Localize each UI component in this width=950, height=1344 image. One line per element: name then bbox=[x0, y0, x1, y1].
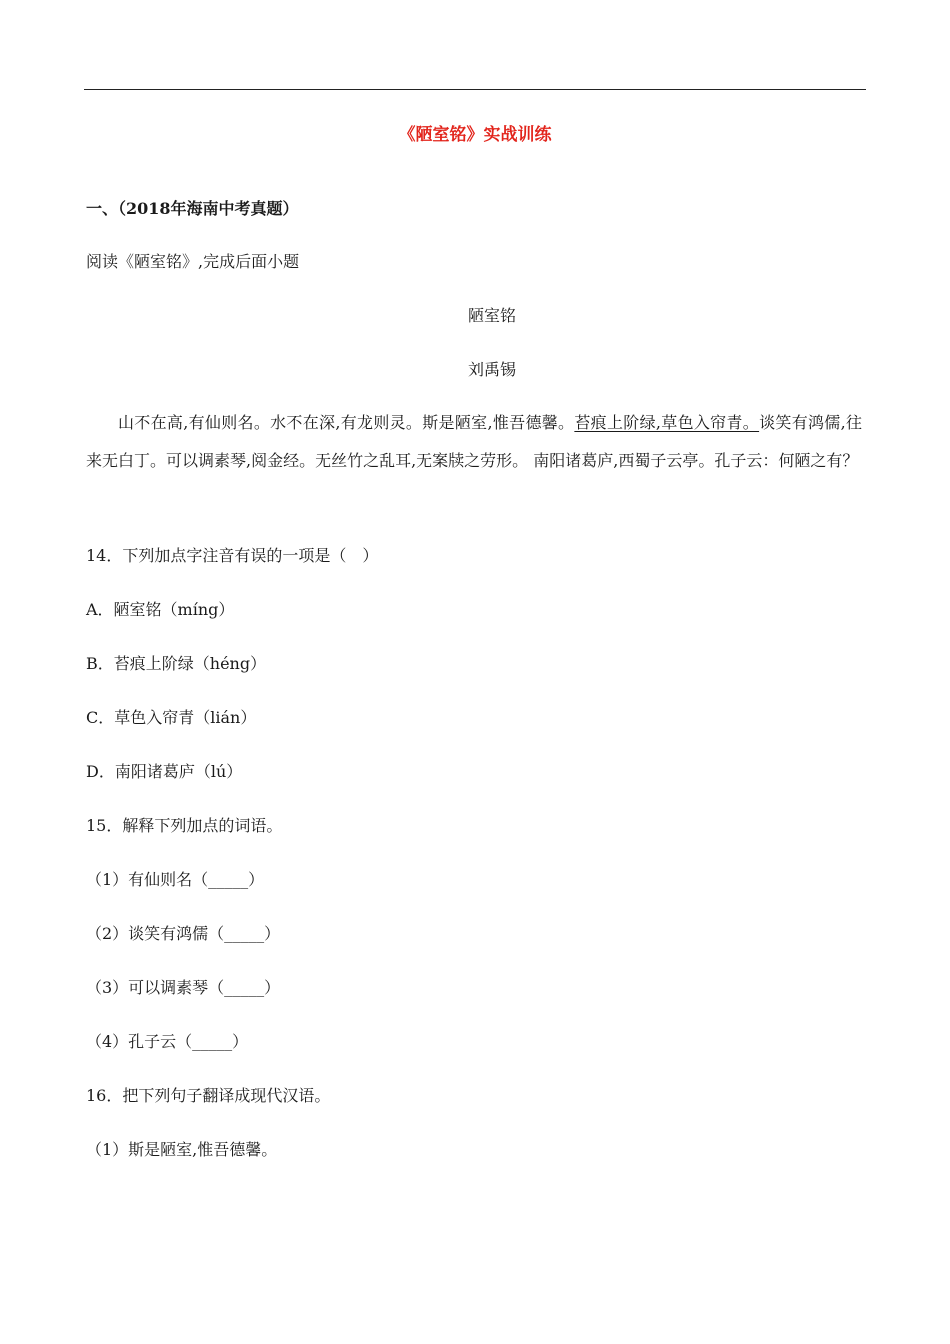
q14-option-d: D．南阳诸葛庐（lú） bbox=[86, 762, 243, 781]
instruction-text: 阅读《陋室铭》,完成后面小题 bbox=[86, 252, 300, 271]
page-title: 《陋室铭》实战训练 bbox=[398, 125, 552, 145]
poem-text-part1: 山不在高,有仙则名。水不在深,有龙则灵。斯是陋室,惟吾德馨。 bbox=[118, 413, 575, 432]
q14-stem: 14．下列加点字注音有误的一项是（ ） bbox=[86, 546, 379, 565]
q15-item-4: （4）孔子云（_____） bbox=[86, 1032, 249, 1051]
poem-author: 刘禹锡 bbox=[467, 360, 516, 379]
q16-stem: 16．把下列句子翻译成现代汉语。 bbox=[86, 1086, 331, 1105]
poem-text bbox=[86, 404, 862, 480]
q14-option-c: C．草色入帘青（lián） bbox=[86, 708, 257, 727]
section-heading: 一、（2018年海南中考真题） bbox=[86, 199, 299, 218]
q15-stem: 15．解释下列加点的词语。 bbox=[86, 816, 283, 835]
q16-item-1: （1）斯是陋室,惟吾德馨。 bbox=[86, 1140, 278, 1159]
q14-option-b: B．苔痕上阶绿（héng） bbox=[86, 654, 267, 673]
header-rule bbox=[84, 89, 866, 90]
poem-text-underlined: 苔痕上阶绿,草色入帘青。 bbox=[574, 413, 760, 432]
q15-item-3: （3）可以调素琴（_____） bbox=[86, 978, 281, 997]
q14-option-a: A．陋室铭（míng） bbox=[86, 600, 235, 619]
q15-item-1: （1）有仙则名（_____） bbox=[86, 870, 265, 889]
poem-text-part2: 谈笑有鸿儒,往来无白丁。可以调素琴,阅金经。无丝竹之乱耳,无案牍之劳形。 南阳诸葛庐,西蜀子云亭。孔子云：何陋之有？ bbox=[86, 413, 862, 470]
q15-item-2: （2）谈笑有鸿儒（_____） bbox=[86, 924, 281, 943]
poem-title: 陋室铭 bbox=[467, 306, 516, 325]
